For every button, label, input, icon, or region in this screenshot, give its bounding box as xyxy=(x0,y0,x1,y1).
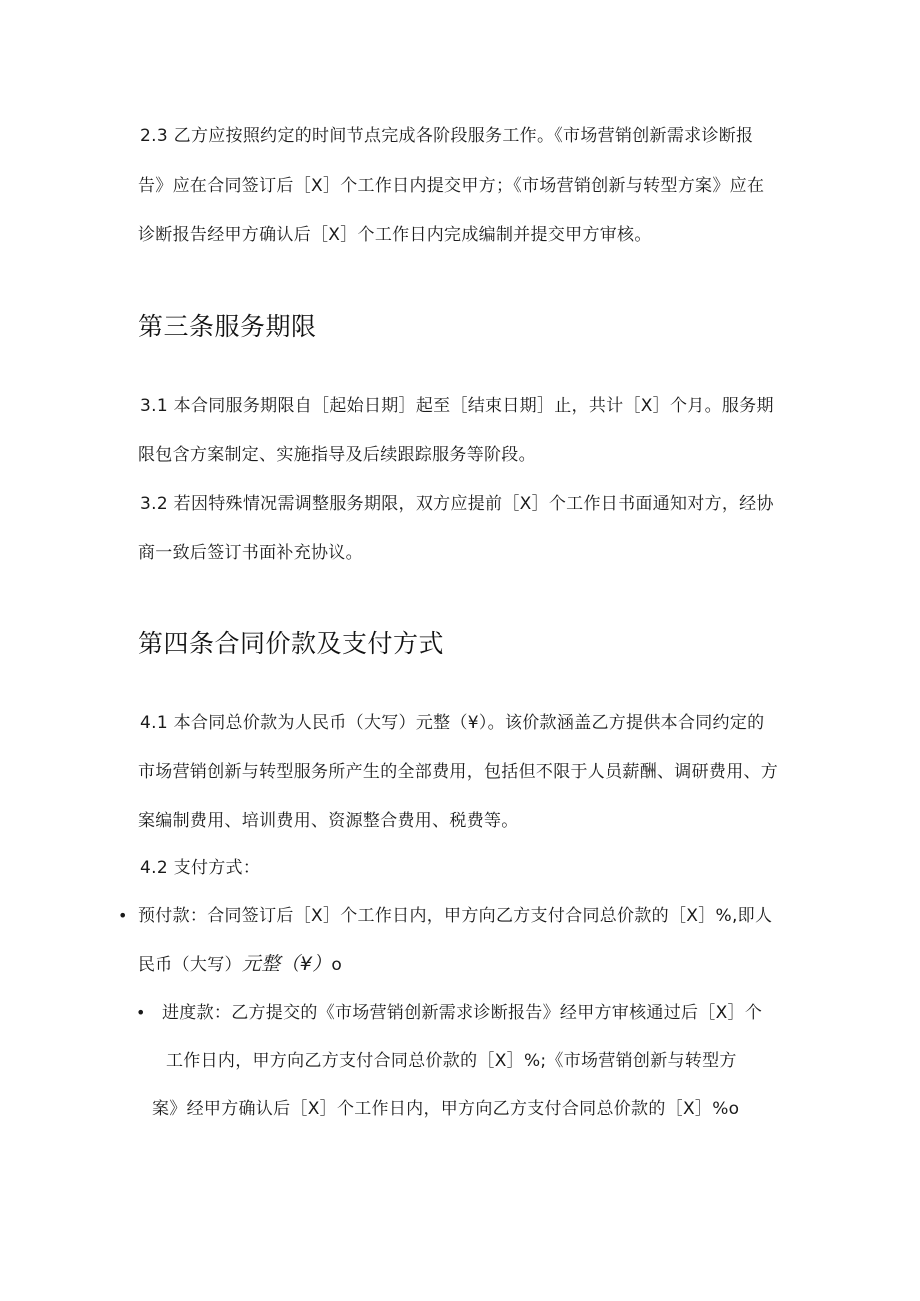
prepayment-line-2-italic: 元整（¥） xyxy=(241,953,332,975)
clause-3-2-line-2: 商一致后签订书面补充协议。 xyxy=(138,543,363,563)
clause-2-3-line-1: 2.3 乙方应按照约定的时间节点完成各阶段服务工作。《市场营销创新需求诊断报 xyxy=(140,126,754,146)
clause-4-1-line-3: 案编制费用、培训费用、资源整合费用、税费等。 xyxy=(138,811,519,831)
clause-4-2: 4.2 支付方式： xyxy=(140,858,261,878)
clause-4-1-line-1: 4.1 本合同总价款为人民币（大写）元整（¥）。该价款涵盖乙方提供本合同约定的 xyxy=(140,713,765,733)
clause-4-1-line-2: 市场营销创新与转型服务所产生的全部费用，包括但不限于人员薪酬、调研费用、方 xyxy=(138,762,779,782)
clause-2-3-line-2: 告》应在合同签订后［X］个工作日内提交甲方；《市场营销创新与转型方案》应在 xyxy=(138,176,765,196)
prepayment-bullet: • xyxy=(118,906,128,925)
clause-3-1-line-1: 3.1 本合同服务期限自［起始日期］起至［结束日期］止，共计［X］个月。服务期 xyxy=(140,396,774,416)
progress-line-1: 进度款：乙方提交的《市场营销创新需求诊断报告》经甲方审核通过后［X］个 xyxy=(162,1003,763,1023)
progress-bullet: • xyxy=(136,1003,146,1022)
clause-3-1-line-2: 限包含方案制定、实施指导及后续跟踪服务等阶段。 xyxy=(138,445,536,465)
clause-2-3-line-3: 诊断报告经甲方确认后［X］个工作日内完成编制并提交甲方审核。 xyxy=(138,225,652,245)
prepayment-line-2-end: o xyxy=(331,955,343,975)
prepayment-line-2-text: 民币（大写） xyxy=(138,955,242,975)
progress-line-3: 案》经甲方确认后［X］个工作日内，甲方向乙方支付合同总价款的［X］%o xyxy=(152,1099,740,1119)
prepayment-line-1: 预付款：合同签订后［X］个工作日内，甲方向乙方支付合同总价款的［X］%,即人 xyxy=(138,906,773,926)
article-4-heading: 第四条合同价款及支付方式 xyxy=(138,629,445,658)
clause-3-2-line-1: 3.2 若因特殊情况需调整服务期限，双方应提前［X］个工作日书面通知对方，经协 xyxy=(140,494,774,514)
progress-line-2: 工作日内，甲方向乙方支付合同总价款的［X］%;《市场营销创新与转型方 xyxy=(166,1051,737,1071)
prepayment-line-2 xyxy=(138,952,342,977)
article-3-heading: 第三条服务期限 xyxy=(138,312,317,341)
